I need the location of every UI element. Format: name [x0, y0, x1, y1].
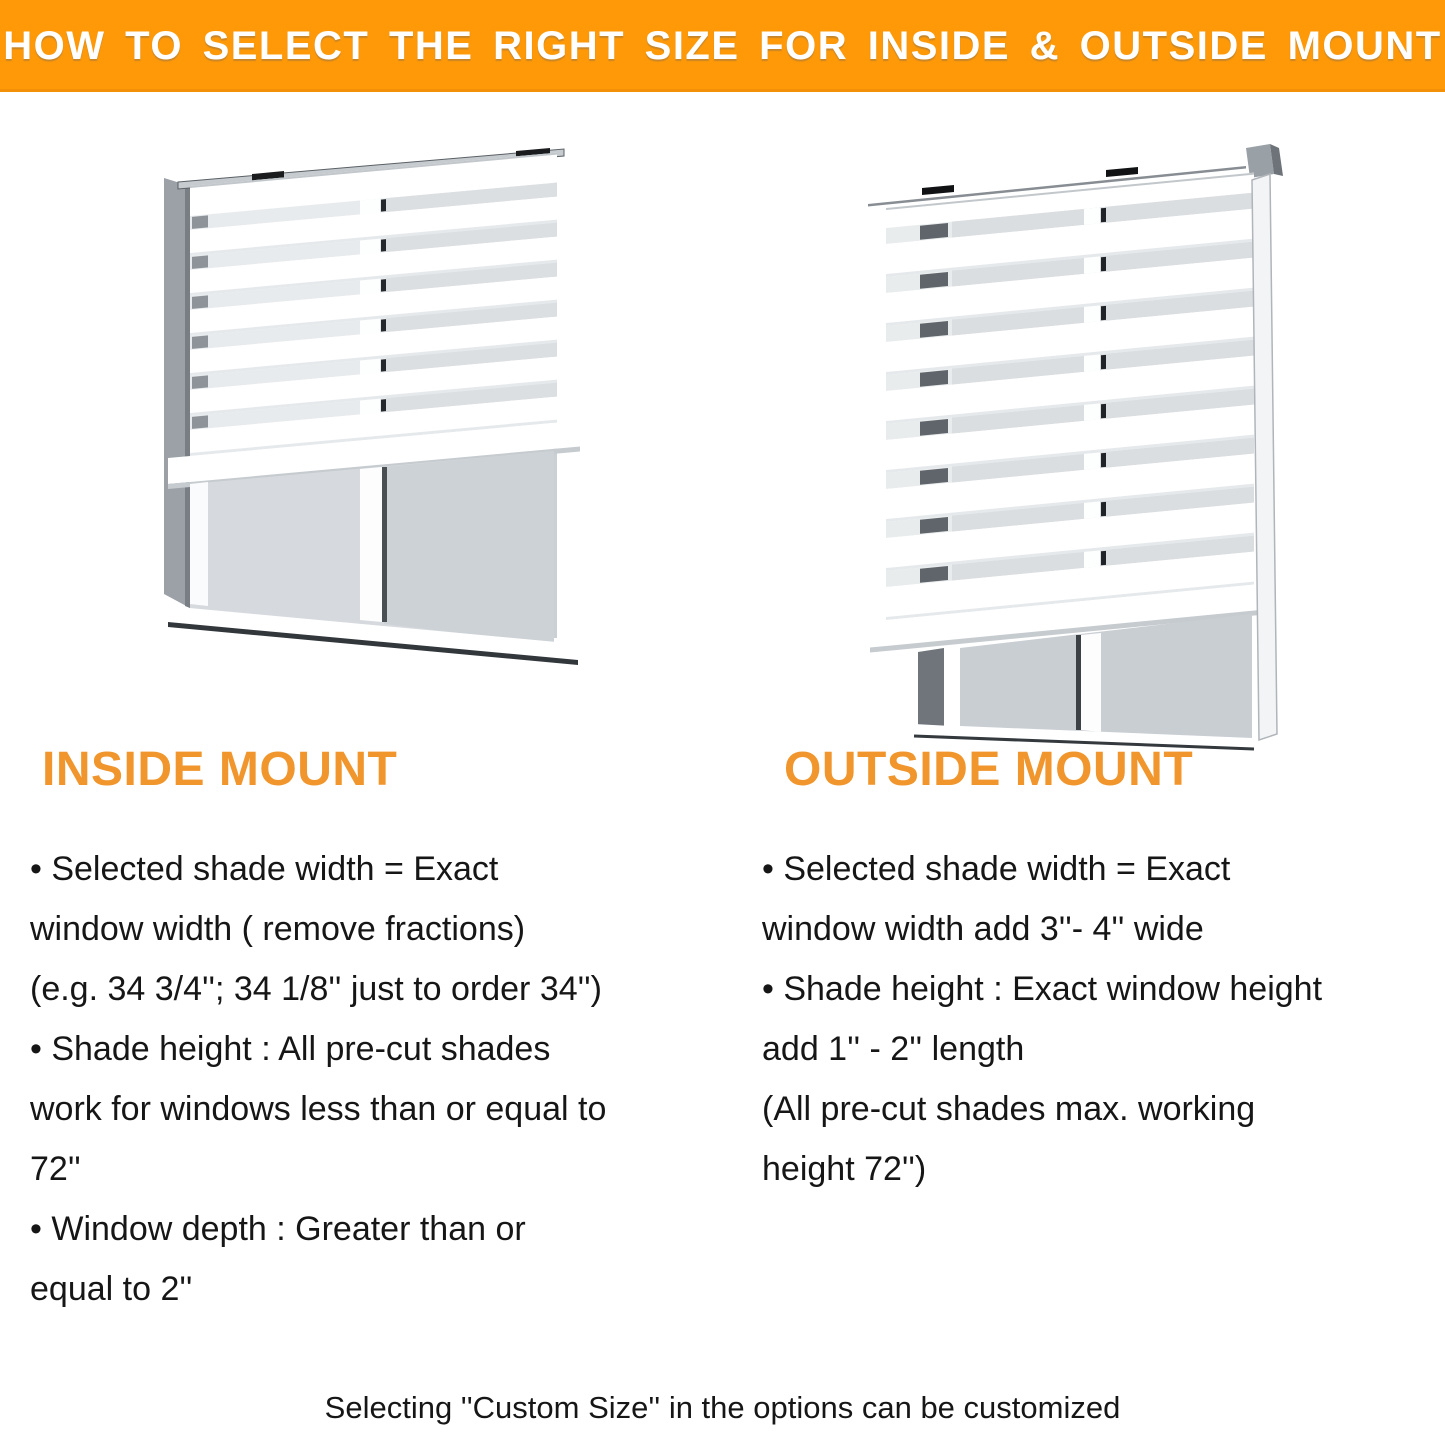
instruction-line: (e.g. 34 3/4''; 34 1/8'' just to order 34''): [30, 970, 602, 1008]
window-mullion: [360, 467, 382, 622]
inside-mount-window-graphic: [152, 138, 657, 753]
inside-mount-illustration: [152, 138, 657, 753]
footer-note: [0, 1390, 1445, 1426]
instruction-line: height 72''): [762, 1150, 927, 1188]
instruction-line: • Shade height : All pre-cut shades: [30, 1030, 551, 1068]
mounting-bracket: [1106, 167, 1138, 177]
inside-mount-instructions: [30, 839, 705, 1319]
outside-mount-window-graphic: [856, 128, 1361, 752]
instruction-line: • Window depth : Greater than or: [30, 1210, 526, 1248]
bracket-end-cap: [1246, 144, 1274, 178]
inside-mount-section: [30, 742, 705, 1319]
outside-mount-instructions: [762, 839, 1437, 1199]
zebra-shade: [168, 151, 580, 489]
mounting-bracket: [922, 185, 954, 195]
window-mullion: [1081, 633, 1101, 732]
banner-title: HOW TO SELECT THE RIGHT SIZE FOR INSIDE & OUTSIDE MOUNT: [3, 23, 1442, 68]
instruction-line: • Shade height : Exact window height: [762, 970, 1323, 1008]
instruction-line: window width ( remove fractions): [30, 910, 526, 948]
instruction-line: equal to 2'': [30, 1270, 193, 1308]
instruction-line: • Selected shade width = Exact: [762, 850, 1231, 888]
banner: [0, 0, 1445, 92]
instruction-line: add 1'' - 2'' length: [762, 1030, 1025, 1068]
instruction-line: window width add 3''- 4'' wide: [762, 910, 1204, 948]
window-frame: [164, 178, 190, 608]
custom-size-note: Selecting ''Custom Size'' in the options can be customized: [324, 1390, 1121, 1425]
instruction-line: 72'': [30, 1150, 81, 1188]
outside-mount-illustration: [856, 128, 1361, 752]
instruction-line: work for windows less than or equal to: [30, 1090, 607, 1128]
window-jamb: [918, 648, 944, 736]
inside-mount-heading: INSIDE MOUNT: [42, 743, 398, 796]
shade-side-rail: [1252, 174, 1277, 740]
shade-slats: [190, 183, 557, 456]
instruction-line: (All pre-cut shades max. working: [762, 1090, 1256, 1128]
outside-mount-section: [762, 742, 1437, 1199]
zebra-shade: [870, 171, 1270, 653]
instruction-line: • Selected shade width = Exact: [30, 850, 499, 888]
window-glass: [168, 451, 578, 665]
outside-mount-heading: OUTSIDE MOUNT: [784, 743, 1194, 796]
shade-slats: [886, 193, 1254, 620]
